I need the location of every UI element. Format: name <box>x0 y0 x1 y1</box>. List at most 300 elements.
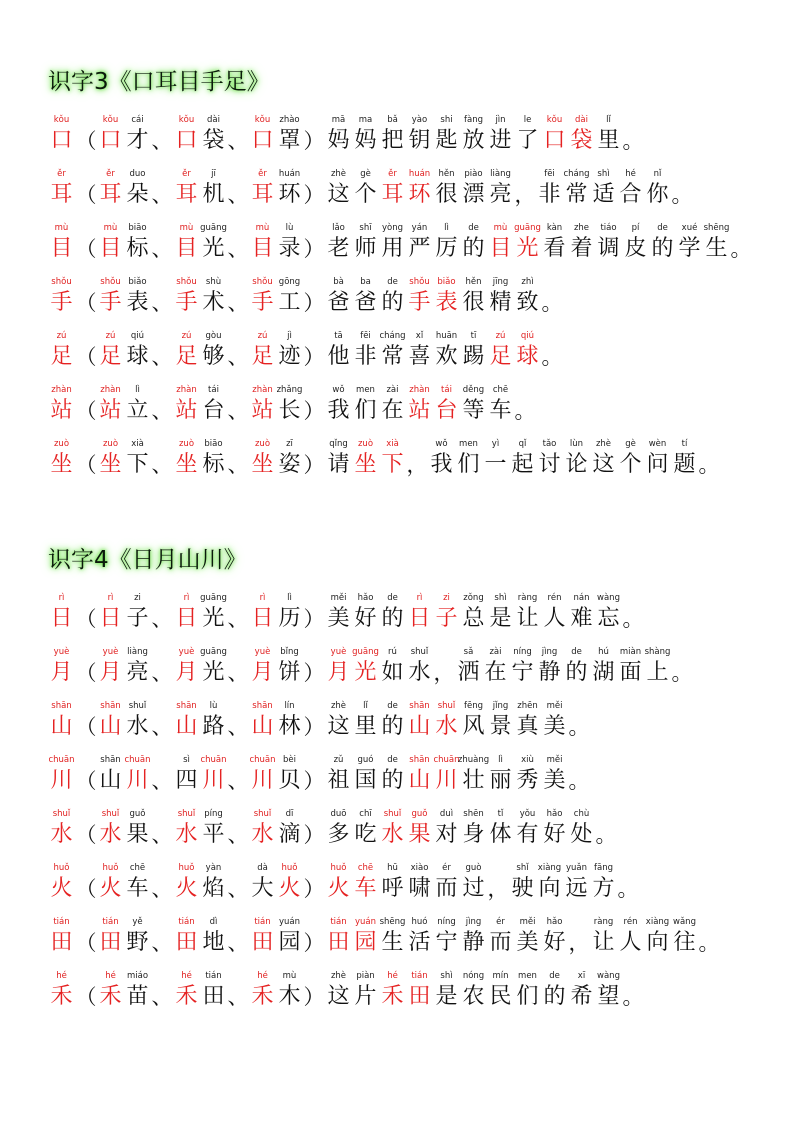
pinyin: měi <box>546 701 563 711</box>
punctuation <box>303 970 325 1012</box>
character-unit <box>249 222 276 264</box>
character-unit <box>563 168 590 210</box>
pinyin: nóng <box>462 971 485 981</box>
hanzi: 下 <box>381 452 404 477</box>
hanzi: 活 <box>408 930 431 955</box>
hanzi: 目 <box>50 236 73 261</box>
punctuation <box>303 862 325 904</box>
pinyin: men <box>518 971 537 981</box>
pinyin: wǒ <box>435 439 448 449</box>
character-unit <box>352 916 379 958</box>
character-unit <box>541 916 568 958</box>
pinyin: shēng <box>379 917 406 927</box>
character-unit <box>97 808 124 850</box>
vocab-entry <box>48 688 788 742</box>
hanzi: 火 <box>50 876 73 901</box>
hanzi: 、 <box>151 985 173 1009</box>
character-unit <box>379 700 406 742</box>
hanzi: 妈 <box>327 128 350 153</box>
pinyin: liàng <box>127 647 148 657</box>
character-unit <box>379 592 406 634</box>
pinyin: bà <box>333 277 344 287</box>
hanzi: （ <box>75 345 97 369</box>
punctuation <box>227 646 249 688</box>
pinyin: shuǐ <box>437 701 456 711</box>
pinyin: yàn <box>205 863 222 873</box>
hanzi: 水 <box>126 714 149 739</box>
hanzi: 手 <box>50 290 73 315</box>
pinyin: shǐ <box>516 863 529 873</box>
hanzi: 。 <box>541 291 563 315</box>
pinyin: dà <box>257 863 268 873</box>
character-unit <box>617 646 644 688</box>
pinyin: duō <box>330 809 347 819</box>
hanzi: 的 <box>462 236 485 261</box>
hanzi: 足 <box>489 344 512 369</box>
character-unit <box>590 916 617 958</box>
character-unit <box>124 330 151 372</box>
character-unit <box>97 438 124 480</box>
hanzi: 历 <box>278 606 301 631</box>
hanzi: 美 <box>543 714 566 739</box>
character-unit <box>200 384 227 426</box>
character-unit <box>200 916 227 958</box>
pinyin: kǒu <box>178 115 195 125</box>
character-unit <box>173 916 200 958</box>
pinyin: hěn <box>465 277 482 287</box>
character-unit <box>276 862 303 904</box>
hanzi: 、 <box>151 453 173 477</box>
punctuation <box>227 808 249 850</box>
punctuation <box>75 808 97 850</box>
pinyin: shi <box>440 115 453 125</box>
character-unit <box>200 330 227 372</box>
punctuation <box>151 700 173 742</box>
character-unit <box>428 438 455 480</box>
pinyin: dì <box>209 917 218 927</box>
pinyin: shǒu <box>409 277 430 287</box>
hanzi: 长 <box>278 398 301 423</box>
character-unit <box>48 970 75 1012</box>
hanzi: 标 <box>126 236 149 261</box>
pinyin: zi <box>134 593 141 603</box>
pinyin: zuò <box>254 439 271 449</box>
hanzi: （ <box>75 769 97 793</box>
hanzi: ） <box>303 931 325 955</box>
hanzi: 山 <box>175 714 198 739</box>
pinyin: xiù <box>521 755 534 765</box>
pinyin: guǒ <box>411 809 428 819</box>
hanzi: 罩 <box>278 128 301 153</box>
hanzi: 放 <box>462 128 485 153</box>
hanzi: 。 <box>514 399 536 423</box>
character-unit <box>200 438 227 480</box>
hanzi: ） <box>303 877 325 901</box>
character-unit <box>406 700 433 742</box>
pinyin: tái <box>208 385 219 395</box>
hanzi: 在 <box>484 660 507 685</box>
pinyin: hé <box>56 971 67 981</box>
hanzi: 才 <box>126 128 149 153</box>
punctuation <box>227 222 249 264</box>
pinyin: zhì <box>521 277 534 287</box>
vocab-entry <box>48 210 788 264</box>
pinyin: de <box>549 971 560 981</box>
hanzi: 朵 <box>126 182 149 207</box>
vocab-entry <box>48 634 788 688</box>
character-unit <box>622 222 649 264</box>
pinyin: yuè <box>254 647 271 657</box>
character-unit <box>487 808 514 850</box>
hanzi: 他 <box>327 344 350 369</box>
pinyin: kǒu <box>546 115 563 125</box>
character-unit <box>460 114 487 156</box>
pinyin: xià <box>386 439 399 449</box>
hanzi: 山 <box>50 714 73 739</box>
hanzi: 钥 <box>408 128 431 153</box>
hanzi: 迹 <box>278 344 301 369</box>
hanzi: 。 <box>622 129 644 153</box>
pinyin: ěr <box>388 169 397 179</box>
hanzi: 大 <box>251 876 274 901</box>
character-unit <box>124 646 151 688</box>
hanzi: 田 <box>50 930 73 955</box>
punctuation <box>227 970 249 1012</box>
character-unit <box>352 592 379 634</box>
punctuation <box>622 970 644 1012</box>
hanzi: ） <box>303 769 325 793</box>
character-unit <box>563 646 590 688</box>
punctuation <box>151 592 173 634</box>
character-unit <box>379 916 406 958</box>
pinyin: shān <box>409 701 430 711</box>
pinyin: mù <box>493 223 508 233</box>
character-unit <box>536 168 563 210</box>
character-unit <box>644 646 671 688</box>
hanzi: 把 <box>381 128 404 153</box>
character-unit <box>276 330 303 372</box>
hanzi: 、 <box>151 823 173 847</box>
hanzi: 爸 <box>327 290 350 315</box>
character-unit <box>541 754 568 796</box>
pinyin: zhè <box>595 439 612 449</box>
pinyin: zi <box>443 593 450 603</box>
vocab-entry <box>48 742 788 796</box>
hanzi: 里 <box>597 128 620 153</box>
hanzi: ） <box>303 291 325 315</box>
hanzi: 禾 <box>381 984 404 1009</box>
pinyin: miáo <box>126 971 149 981</box>
character-unit <box>514 276 541 318</box>
hanzi: 上 <box>646 660 669 685</box>
punctuation <box>303 916 325 958</box>
character-unit <box>406 384 433 426</box>
hanzi: 下 <box>126 452 149 477</box>
hanzi: 站 <box>408 398 431 423</box>
character-unit <box>325 384 352 426</box>
character-unit <box>568 592 595 634</box>
character-unit <box>97 970 124 1012</box>
character-unit <box>460 700 487 742</box>
pinyin: huǒ <box>281 863 298 873</box>
hanzi: 路 <box>202 714 225 739</box>
pinyin: zhàn <box>51 385 72 395</box>
hanzi: 、 <box>227 453 249 477</box>
character-unit <box>514 700 541 742</box>
punctuation <box>151 384 173 426</box>
pinyin: liàng <box>490 169 511 179</box>
pinyin: hé <box>387 971 398 981</box>
section-2 <box>48 540 788 1012</box>
character-unit <box>514 916 541 958</box>
hanzi: 非 <box>538 182 561 207</box>
character-unit <box>514 754 541 796</box>
hanzi: 田 <box>175 930 198 955</box>
character-unit <box>644 168 671 210</box>
pinyin: qǐ <box>518 439 527 449</box>
hanzi: 、 <box>151 769 173 793</box>
character-unit <box>457 754 490 796</box>
pinyin: shǒu <box>252 277 273 287</box>
pinyin: kǒu <box>254 115 271 125</box>
pinyin: mù <box>103 223 118 233</box>
hanzi: 坐 <box>175 452 198 477</box>
hanzi: 日 <box>99 606 122 631</box>
punctuation <box>75 970 97 1012</box>
pinyin: cháng <box>379 331 406 341</box>
hanzi: 、 <box>227 345 249 369</box>
hanzi: 讨 <box>538 452 561 477</box>
hanzi: 录 <box>278 236 301 261</box>
pinyin: xī <box>577 971 586 981</box>
pinyin: pí <box>631 223 640 233</box>
pinyin: xǐ <box>415 331 424 341</box>
character-unit <box>173 330 200 372</box>
punctuation <box>595 808 617 850</box>
hanzi: 田 <box>327 930 350 955</box>
hanzi: 日 <box>251 606 274 631</box>
pinyin: lì <box>498 755 503 765</box>
character-unit <box>325 916 352 958</box>
character-unit <box>644 438 671 480</box>
character-unit <box>276 916 303 958</box>
hanzi: 我 <box>327 398 350 423</box>
pinyin: guāng <box>352 647 379 657</box>
punctuation <box>227 168 249 210</box>
pinyin: ba <box>360 277 371 287</box>
pinyin: mín <box>492 971 509 981</box>
character-unit <box>433 862 460 904</box>
character-unit <box>406 916 433 958</box>
punctuation <box>75 862 97 904</box>
character-unit <box>649 222 676 264</box>
character-unit <box>536 438 563 480</box>
hanzi: 非 <box>354 344 377 369</box>
hanzi: 忘 <box>597 606 620 631</box>
pinyin: tǎo <box>542 439 557 449</box>
pinyin: jīng <box>492 277 509 287</box>
pinyin: de <box>571 647 582 657</box>
pinyin: tián <box>205 971 222 981</box>
hanzi: 水 <box>435 714 458 739</box>
character-unit <box>97 916 124 958</box>
pinyin: yì <box>491 439 500 449</box>
hanzi: 、 <box>151 399 173 423</box>
character-unit <box>482 646 509 688</box>
character-unit <box>325 114 352 156</box>
character-unit <box>595 970 622 1012</box>
hanzi: 踢 <box>462 344 485 369</box>
punctuation <box>227 276 249 318</box>
hanzi: （ <box>75 453 97 477</box>
pinyin: shēng <box>703 223 730 233</box>
pinyin: hǎo <box>546 809 563 819</box>
character-unit <box>590 168 617 210</box>
punctuation <box>568 700 590 742</box>
hanzi: 进 <box>489 128 512 153</box>
pinyin: shuǐ <box>383 809 402 819</box>
hanzi: 月 <box>175 660 198 685</box>
hanzi: 标 <box>202 452 225 477</box>
vocab-entry <box>48 264 788 318</box>
pinyin: tián <box>53 917 70 927</box>
character-unit <box>48 114 75 156</box>
pinyin: cái <box>131 115 144 125</box>
hanzi: 亮 <box>489 182 512 207</box>
character-unit <box>124 862 151 904</box>
pinyin: níng <box>437 917 456 927</box>
hanzi: 个 <box>354 182 377 207</box>
punctuation <box>151 808 173 850</box>
pinyin: níng <box>513 647 532 657</box>
hanzi: 而 <box>435 876 458 901</box>
character-unit <box>379 114 406 156</box>
punctuation <box>303 754 325 796</box>
character-unit <box>325 168 352 210</box>
hanzi: 耳 <box>50 182 73 207</box>
hanzi: 焰 <box>202 876 225 901</box>
character-unit <box>325 754 352 796</box>
character-unit <box>48 646 75 688</box>
hanzi: （ <box>75 237 97 261</box>
punctuation <box>151 222 173 264</box>
hanzi: 禾 <box>50 984 73 1009</box>
hanzi: 常 <box>565 182 588 207</box>
hanzi: ） <box>303 715 325 739</box>
hanzi: 园 <box>354 930 377 955</box>
hanzi: 坐 <box>99 452 122 477</box>
hanzi: 。 <box>671 661 693 685</box>
pinyin: men <box>356 385 375 395</box>
character-unit <box>541 114 568 156</box>
character-unit <box>563 862 590 904</box>
pinyin: hé <box>625 169 636 179</box>
pinyin: shān <box>252 701 273 711</box>
hanzi: 皮 <box>624 236 647 261</box>
pinyin: nǐ <box>653 169 662 179</box>
hanzi: ） <box>303 661 325 685</box>
character-unit <box>276 114 303 156</box>
character-unit <box>249 276 276 318</box>
pinyin: chuān <box>124 755 151 765</box>
pinyin: kǒu <box>102 115 119 125</box>
hanzi: 、 <box>227 183 249 207</box>
character-unit <box>352 700 379 742</box>
hanzi: ） <box>303 985 325 1009</box>
hanzi: 看 <box>543 236 566 261</box>
character-unit <box>124 970 151 1012</box>
hanzi: 这 <box>327 714 350 739</box>
punctuation <box>151 330 173 372</box>
character-unit <box>671 438 698 480</box>
hanzi: 的 <box>651 236 674 261</box>
hanzi: 壮 <box>462 768 485 793</box>
pinyin: zuò <box>178 439 195 449</box>
character-unit <box>352 276 379 318</box>
punctuation <box>75 276 97 318</box>
punctuation <box>151 168 173 210</box>
hanzi: 耳 <box>175 182 198 207</box>
punctuation <box>151 438 173 480</box>
character-unit <box>124 114 151 156</box>
pinyin: gè <box>360 169 371 179</box>
hanzi: 日 <box>50 606 73 631</box>
character-unit <box>379 222 406 264</box>
hanzi: （ <box>75 985 97 1009</box>
pinyin: guāng <box>514 223 541 233</box>
pinyin: ér <box>442 863 451 873</box>
pinyin: dī <box>285 809 294 819</box>
hanzi: 的 <box>381 290 404 315</box>
character-unit <box>433 168 460 210</box>
hanzi: 田 <box>202 984 225 1009</box>
hanzi: 。 <box>568 715 590 739</box>
entry-list <box>48 580 788 1012</box>
pinyin: mù <box>255 223 270 233</box>
hanzi: 严 <box>408 236 431 261</box>
pinyin: de <box>468 223 479 233</box>
hanzi: 丽 <box>489 768 512 793</box>
character-unit <box>200 114 227 156</box>
hanzi: 让 <box>592 930 615 955</box>
hanzi: 口 <box>251 128 274 153</box>
pinyin: zuò <box>102 439 119 449</box>
punctuation <box>75 114 97 156</box>
hanzi: 宁 <box>511 660 534 685</box>
pinyin: de <box>387 755 398 765</box>
hanzi: 光 <box>516 236 539 261</box>
pinyin: lǎo <box>332 223 345 233</box>
hanzi: ， <box>568 931 590 955</box>
punctuation <box>671 646 693 688</box>
character-unit <box>352 114 379 156</box>
hanzi: 里 <box>354 714 377 739</box>
hanzi: 袋 <box>202 128 225 153</box>
character-unit <box>379 276 406 318</box>
pinyin: guāng <box>200 647 227 657</box>
punctuation <box>541 330 563 372</box>
character-unit <box>460 276 487 318</box>
hanzi: 禾 <box>175 984 198 1009</box>
pinyin: lǐ <box>606 115 611 125</box>
hanzi: 们 <box>354 398 377 423</box>
character-unit <box>249 646 276 688</box>
character-unit <box>541 592 568 634</box>
pinyin: shǒu <box>51 277 72 287</box>
pinyin: xià <box>131 439 144 449</box>
hanzi: 手 <box>175 290 198 315</box>
hanzi: 川 <box>126 768 149 793</box>
